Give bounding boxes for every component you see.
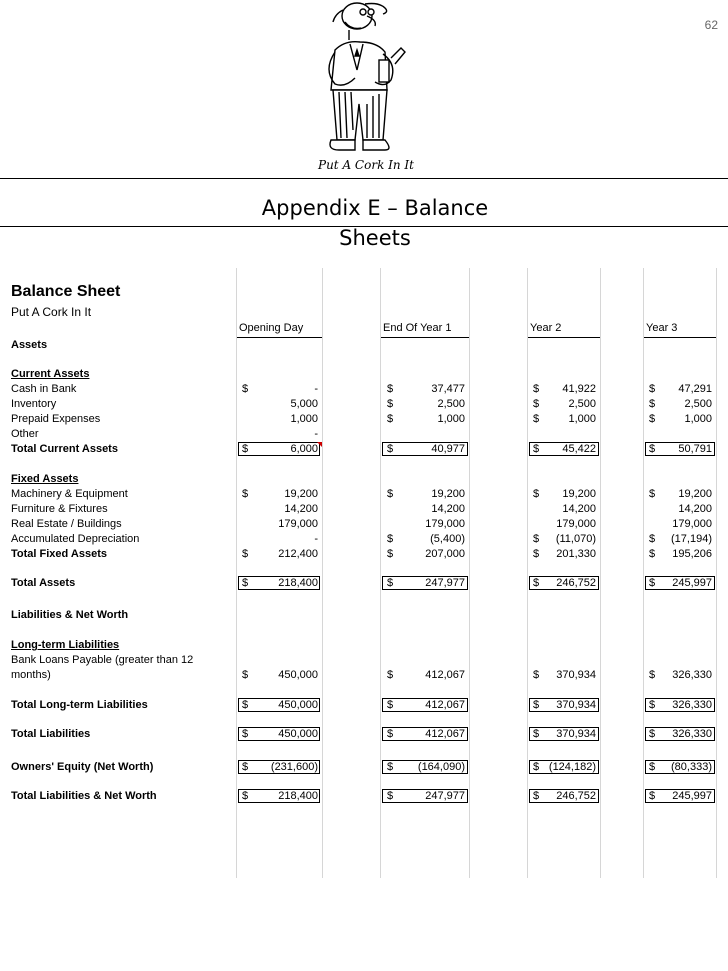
- currency-symbol: $: [533, 533, 540, 545]
- value-depreciation[interactable]: (5,400): [430, 533, 465, 545]
- currency-symbol: $: [387, 577, 394, 589]
- currency-symbol: $: [242, 728, 249, 740]
- col-opening-day: Opening Day: [239, 322, 304, 334]
- value-total-liab-nw[interactable]: 246,752: [556, 790, 596, 802]
- label-total-longterm: Total Long-term Liabilities: [11, 699, 148, 711]
- grid-line: [527, 268, 528, 878]
- value-bankloans[interactable]: 326,330: [672, 669, 712, 681]
- currency-symbol: $: [649, 699, 656, 711]
- currency-symbol: $: [533, 443, 540, 455]
- value-total-longterm[interactable]: 450,000: [278, 699, 318, 711]
- value-total-longterm[interactable]: 326,330: [672, 699, 712, 711]
- currency-symbol: $: [387, 728, 394, 740]
- value-inventory[interactable]: 2,500: [568, 398, 596, 410]
- value-realestate[interactable]: 179,000: [556, 518, 596, 530]
- currency-symbol: $: [649, 533, 656, 545]
- value-machinery[interactable]: 19,200: [678, 488, 712, 500]
- grid-line: [236, 268, 237, 878]
- currency-symbol: $: [533, 699, 540, 711]
- currency-symbol: $: [649, 728, 656, 740]
- currency-symbol: $: [533, 413, 540, 425]
- label-realestate: Real Estate / Buildings: [11, 518, 122, 530]
- value-furniture[interactable]: 14,200: [431, 503, 465, 515]
- grid-line: [643, 268, 644, 878]
- label-machinery: Machinery & Equipment: [11, 488, 128, 500]
- label-fixed-assets: Fixed Assets: [11, 473, 79, 485]
- label-prepaid: Prepaid Expenses: [11, 413, 101, 425]
- value-depreciation[interactable]: (17,194): [671, 533, 712, 545]
- currency-symbol: $: [533, 577, 540, 589]
- comment-indicator-icon[interactable]: [317, 442, 322, 447]
- currency-symbol: $: [649, 383, 656, 395]
- currency-symbol: $: [387, 383, 394, 395]
- label-total-liab: Total Liabilities: [11, 728, 91, 740]
- value-total-current[interactable]: 45,422: [562, 443, 596, 455]
- value-total-current[interactable]: 50,791: [678, 443, 712, 455]
- currency-symbol: $: [649, 669, 656, 681]
- value-realestate[interactable]: 179,000: [425, 518, 465, 530]
- value-furniture[interactable]: 14,200: [562, 503, 596, 515]
- currency-symbol: $: [533, 398, 540, 410]
- currency-symbol: $: [533, 669, 540, 681]
- value-total-liab[interactable]: 326,330: [672, 728, 712, 740]
- value-inventory[interactable]: 5,000: [290, 398, 318, 410]
- label-inventory: Inventory: [11, 398, 57, 410]
- value-cash[interactable]: 41,922: [562, 383, 596, 395]
- currency-symbol: $: [387, 533, 394, 545]
- label-longterm: Long-term Liabilities: [11, 639, 120, 651]
- currency-symbol: $: [649, 577, 656, 589]
- currency-symbol: $: [649, 443, 656, 455]
- currency-symbol: $: [387, 398, 394, 410]
- value-depreciation[interactable]: (11,070): [555, 533, 596, 545]
- header-underline: [381, 337, 469, 338]
- page-title: Appendix E – Balance Sheets: [261, 196, 489, 250]
- value-total-liab[interactable]: 412,067: [425, 728, 465, 740]
- logo-cartoon-man-icon: [305, 0, 415, 158]
- value-bankloans[interactable]: 412,067: [425, 669, 465, 681]
- value-total-liab-nw[interactable]: 247,977: [425, 790, 465, 802]
- currency-symbol: $: [387, 790, 394, 802]
- currency-symbol: $: [533, 548, 540, 560]
- label-total-fixed: Total Fixed Assets: [11, 548, 107, 560]
- value-total-assets[interactable]: 245,997: [672, 577, 712, 589]
- value-total-fixed[interactable]: 212,400: [278, 548, 318, 560]
- currency-symbol: $: [387, 699, 394, 711]
- value-total-liab[interactable]: 370,934: [556, 728, 596, 740]
- value-total-longterm[interactable]: 412,067: [425, 699, 465, 711]
- value-furniture[interactable]: 14,200: [678, 503, 712, 515]
- currency-symbol: $: [387, 669, 394, 681]
- grid-line: [469, 268, 470, 878]
- page-number: 62: [704, 18, 718, 32]
- currency-symbol: $: [533, 761, 540, 773]
- value-prepaid[interactable]: 1,000: [568, 413, 596, 425]
- col-year-3: Year 3: [646, 322, 678, 334]
- value-prepaid[interactable]: 1,000: [290, 413, 318, 425]
- value-bankloans[interactable]: 450,000: [278, 669, 318, 681]
- label-bankloans-1: Bank Loans Payable (greater than 12: [11, 654, 194, 666]
- value-owners-equity[interactable]: (80,333): [671, 761, 712, 773]
- col-end-year-1: End Of Year 1: [383, 322, 452, 334]
- value-prepaid[interactable]: 1,000: [684, 413, 712, 425]
- value-inventory[interactable]: 2,500: [684, 398, 712, 410]
- value-total-fixed[interactable]: 195,206: [672, 548, 712, 560]
- label-current-assets: Current Assets: [11, 368, 90, 380]
- currency-symbol: $: [242, 488, 249, 500]
- value-total-longterm[interactable]: 370,934: [556, 699, 596, 711]
- currency-symbol: $: [387, 761, 394, 773]
- currency-symbol: $: [387, 548, 394, 560]
- currency-symbol: $: [387, 488, 394, 500]
- currency-symbol: $: [242, 669, 249, 681]
- value-cash[interactable]: 47,291: [678, 383, 712, 395]
- currency-symbol: $: [649, 413, 656, 425]
- value-machinery[interactable]: 19,200: [284, 488, 318, 500]
- label-furniture: Furniture & Fixtures: [11, 503, 108, 515]
- logo-caption: Put A Cork In It: [318, 158, 414, 172]
- currency-symbol: $: [242, 761, 249, 773]
- label-total-current: Total Current Assets: [11, 443, 118, 455]
- currency-symbol: $: [242, 443, 249, 455]
- label-bankloans-2: months): [11, 669, 51, 681]
- value-total-current[interactable]: 40,977: [431, 443, 465, 455]
- currency-symbol: $: [533, 488, 540, 500]
- value-cash[interactable]: 37,477: [431, 383, 465, 395]
- currency-symbol: $: [649, 548, 656, 560]
- label-assets: Assets: [11, 339, 48, 351]
- currency-symbol: $: [533, 728, 540, 740]
- label-liab-networth: Liabilities & Net Worth: [11, 609, 129, 621]
- value-total-liab[interactable]: 450,000: [278, 728, 318, 740]
- currency-symbol: $: [387, 443, 394, 455]
- value-machinery[interactable]: 19,200: [562, 488, 596, 500]
- top-rule: [0, 178, 728, 179]
- currency-symbol: $: [649, 398, 656, 410]
- value-machinery[interactable]: 19,200: [431, 488, 465, 500]
- value-total-liab-nw[interactable]: 218,400: [278, 790, 318, 802]
- label-depreciation: Accumulated Depreciation: [11, 533, 140, 545]
- value-owners-equity[interactable]: (164,090): [417, 761, 465, 773]
- value-inventory[interactable]: 2,500: [437, 398, 465, 410]
- value-owners-equity[interactable]: (124,182): [548, 761, 596, 773]
- value-realestate[interactable]: 179,000: [278, 518, 318, 530]
- currency-symbol: $: [242, 383, 249, 395]
- value-bankloans[interactable]: 370,934: [556, 669, 596, 681]
- grid-line: [380, 268, 381, 878]
- currency-symbol: $: [242, 790, 249, 802]
- value-total-assets[interactable]: 218,400: [278, 577, 318, 589]
- value-depreciation[interactable]: -: [314, 533, 318, 545]
- value-total-current[interactable]: 6,000: [290, 443, 318, 455]
- header-underline: [644, 337, 716, 338]
- header-underline: [528, 337, 600, 338]
- currency-symbol: $: [649, 488, 656, 500]
- currency-symbol: $: [649, 761, 656, 773]
- currency-symbol: $: [242, 699, 249, 711]
- label-owners-equity: Owners' Equity (Net Worth): [11, 761, 154, 773]
- currency-symbol: $: [533, 790, 540, 802]
- value-total-assets[interactable]: 247,977: [425, 577, 465, 589]
- value-total-fixed[interactable]: 207,000: [425, 548, 465, 560]
- currency-symbol: $: [242, 548, 249, 560]
- value-total-liab-nw[interactable]: 245,997: [672, 790, 712, 802]
- value-total-fixed[interactable]: 201,330: [556, 548, 596, 560]
- header-underline: [237, 337, 322, 338]
- currency-symbol: $: [649, 790, 656, 802]
- grid-line: [716, 268, 717, 878]
- value-prepaid[interactable]: 1,000: [437, 413, 465, 425]
- currency-symbol: $: [242, 577, 249, 589]
- grid-line: [600, 268, 601, 878]
- label-cash: Cash in Bank: [11, 383, 77, 395]
- currency-symbol: $: [533, 383, 540, 395]
- value-cash[interactable]: -: [314, 383, 318, 395]
- value-owners-equity[interactable]: (231,600): [270, 761, 318, 773]
- label-other: Other: [11, 428, 39, 440]
- value-furniture[interactable]: 14,200: [284, 503, 318, 515]
- value-other[interactable]: -: [314, 428, 318, 440]
- value-realestate[interactable]: 179,000: [672, 518, 712, 530]
- value-total-assets[interactable]: 246,752: [556, 577, 596, 589]
- col-year-2: Year 2: [530, 322, 562, 334]
- label-total-assets: Total Assets: [11, 577, 76, 589]
- grid-line: [322, 268, 323, 878]
- currency-symbol: $: [387, 413, 394, 425]
- label-total-liab-nw: Total Liabilities & Net Worth: [11, 790, 157, 802]
- sheet-title: Balance Sheet: [11, 283, 121, 300]
- sheet-company: Put A Cork In It: [11, 305, 92, 319]
